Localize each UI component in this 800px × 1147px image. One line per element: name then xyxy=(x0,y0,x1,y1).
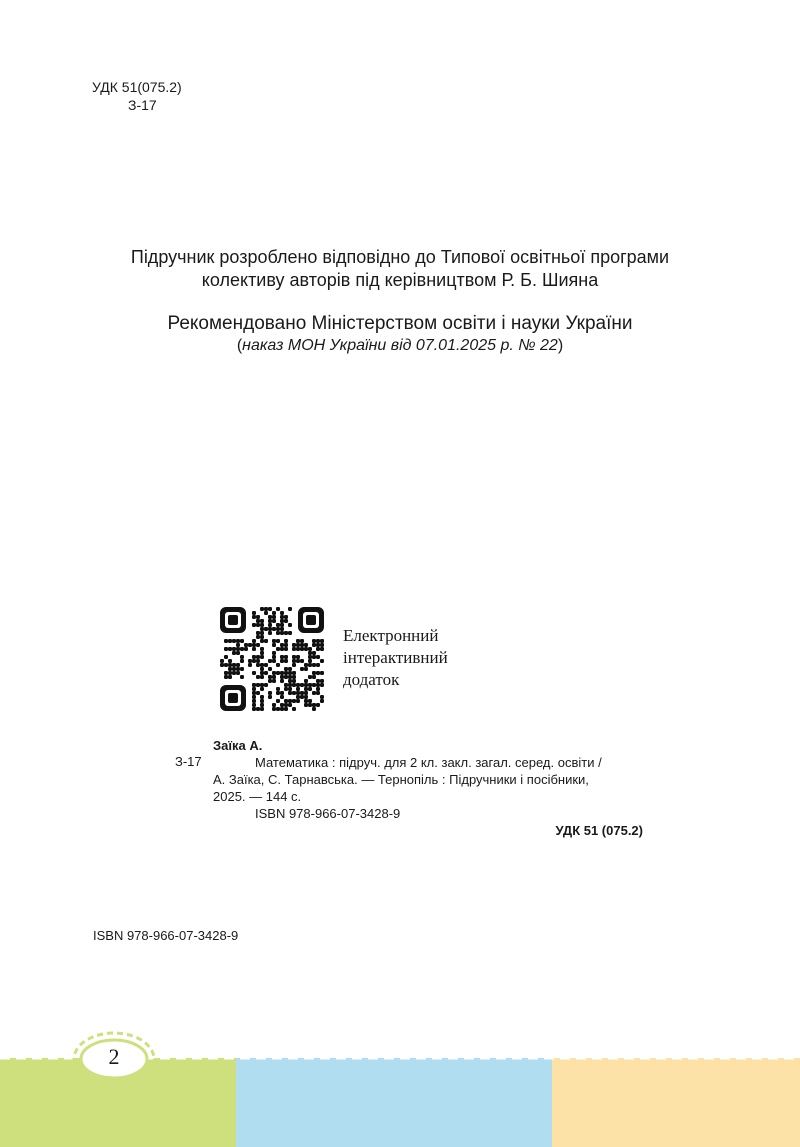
bibliographic-code: З-17 xyxy=(175,754,202,769)
development-note-line1: Підручник розроблено відповідно до Типової освітньої програми xyxy=(130,247,670,267)
bibliographic-author: Заїка А. xyxy=(213,738,263,753)
bibliographic-record xyxy=(213,737,643,839)
footer-band-blue xyxy=(236,1058,552,1147)
qr-caption: Електронний інтерактивний додаток xyxy=(343,626,448,689)
udk-header xyxy=(92,78,182,114)
bibliographic-title: Математика : підруч. для 2 кл. закл. загал. серед. освіти / xyxy=(255,755,602,770)
footer-band-orange xyxy=(552,1058,800,1147)
bibliographic-year-pages: 2025. — 144 с. xyxy=(213,789,302,804)
page-number: 2 xyxy=(108,1044,120,1069)
bibliographic-authors: А. Заїка, С. Тарнавська. — Тернопіль : Підручники і посібники, xyxy=(213,772,589,787)
recommendation-statement: Рекомендовано Міністерством освіти і науки України xyxy=(167,313,633,334)
bibliographic-udk: УДК 51 (075.2) xyxy=(555,823,643,838)
qr-code-icon[interactable] xyxy=(219,606,325,712)
ministry-order-text: наказ МОН України від 07.01.2025 р. № 22 xyxy=(242,337,558,354)
isbn: ISBN 978-966-07-3428-9 xyxy=(93,928,239,943)
catalog-code: З-17 xyxy=(128,97,157,113)
ministry-order: (наказ МОН України від 07.01.2025 р. № 22) xyxy=(236,337,564,354)
udk-code: УДК 51(075.2) xyxy=(92,79,182,95)
bibliographic-isbn: ISBN 978-966-07-3428-9 xyxy=(255,806,401,821)
development-note-line2: колективу авторів під керівництвом Р. Б. Шияна xyxy=(201,270,599,290)
development-note xyxy=(0,246,800,292)
